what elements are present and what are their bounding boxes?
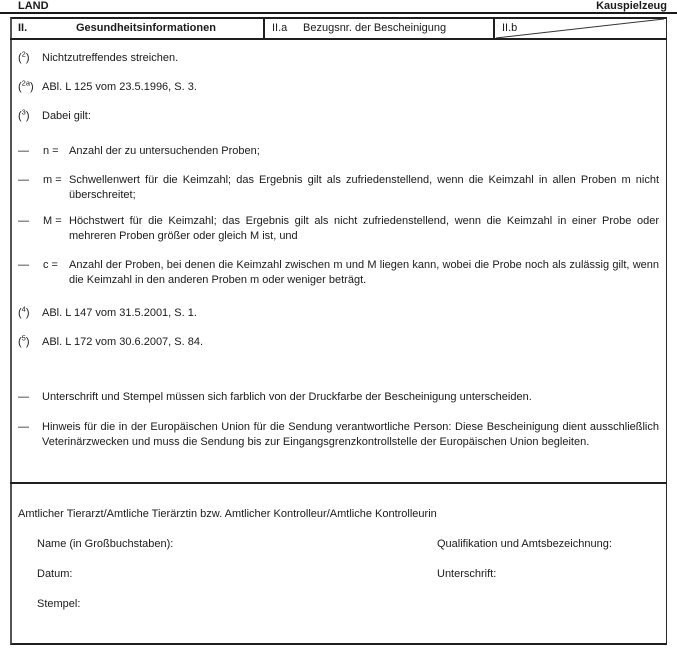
- definition-c-text: Anzahl der Proben, bei denen die Keimzahl zwischen m und M liegen kann, wobei die Probe noch als zulässig gilt, wenn die Keimzahl in den anderen Proben m oder weniger beträgt.: [69, 259, 659, 286]
- definition-m-var: m =: [43, 174, 62, 186]
- definition-M: [18, 214, 659, 244]
- field-iia-number: II.a: [272, 22, 288, 34]
- note-signature-color: [18, 390, 659, 405]
- footnote-4-marker: ($^4$): [18, 304, 30, 319]
- definition-M-var: M =: [43, 215, 62, 227]
- definition-n-text: Anzahl der zu untersuchenden Proben;: [69, 145, 260, 157]
- footnote-4: [18, 306, 659, 321]
- footnote-5-text: ABl. L 172 vom 30.6.2007, S. 84.: [42, 336, 204, 348]
- date-label: Datum:: [37, 568, 73, 580]
- header-column-divider-2: [493, 17, 495, 40]
- section-title: Gesundheitsinformationen: [76, 22, 216, 34]
- definition-n-var: n =: [43, 145, 59, 157]
- iib-strikethrough-diagonal: [496, 19, 664, 38]
- signature-label: Unterschrift:: [437, 568, 497, 580]
- dash-bullet: —: [18, 174, 29, 186]
- definition-n: [18, 144, 659, 159]
- footnote-2a: [18, 80, 659, 95]
- dash-bullet: —: [18, 215, 29, 227]
- top-rule: [0, 12, 677, 14]
- header-column-divider-1: [263, 17, 265, 40]
- footnote-3: [18, 109, 659, 124]
- dash-bullet: —: [18, 259, 29, 271]
- qualification-label: Qualifikation und Amtsbezeichnung:: [437, 538, 612, 550]
- footnote-3-marker: ($^3$): [18, 107, 30, 122]
- footnote-2-marker: ($^2$): [18, 49, 30, 64]
- footnote-2-text: Nichtzutreffendes streichen.: [42, 52, 179, 64]
- section-number: II.: [18, 22, 28, 34]
- note-responsible-person: [18, 420, 659, 450]
- stamp-label: Stempel:: [37, 598, 81, 610]
- footnote-2a-marker: ($^{2a}$): [18, 78, 34, 93]
- definition-m: [18, 173, 659, 203]
- dash-bullet: —: [18, 145, 29, 157]
- definition-m-text: Schwellenwert für die Keimzahl; das Ergebnis gilt als zufriedenstellend, wenn die Keimzahl in allen Proben m nicht überschreitet;: [69, 174, 659, 201]
- field-iia-label: Bezugsnr. der Bescheinigung: [303, 22, 447, 34]
- definition-c-var: c =: [43, 259, 58, 271]
- signature-section-title: Amtlicher Tierarzt/Amtliche Tierärztin bzw. Amtlicher Kontrolleur/Amtliche Kontrolleurin: [18, 508, 437, 520]
- header-row-bottom-border: [10, 38, 667, 40]
- footnote-3-text: Dabei gilt:: [42, 110, 91, 122]
- definition-c: [18, 258, 659, 288]
- country-label: LAND: [18, 0, 49, 12]
- signature-section-divider: [10, 482, 667, 484]
- footnote-4-text: ABl. L 147 vom 31.5.2001, S. 1.: [42, 307, 197, 319]
- field-iib-number: II.b: [502, 22, 518, 34]
- footnote-2a-text: ABl. L 125 vom 23.5.1996, S. 3.: [42, 81, 197, 93]
- note-responsible-person-text: Hinweis für die in der Europäischen Union für die Sendung verantwortliche Person: Diese Bescheinigung dient ausschließlich Veterinärzwecken und muss die Sendung bis zur Eingangsgrenzkontrollstelle der Europäischen Union begleiten.: [42, 421, 659, 448]
- product-title: Kauspielzeug: [596, 0, 667, 12]
- footnote-2: [18, 51, 659, 66]
- footnote-5-marker: ($^5$): [18, 333, 30, 348]
- footnote-5: [18, 335, 659, 350]
- name-label: Name (in Großbuchstaben):: [37, 538, 174, 550]
- dash-bullet: —: [18, 421, 29, 433]
- dash-bullet: —: [18, 391, 29, 403]
- definition-M-text: Höchstwert für die Keimzahl; das Ergebnis gilt als nicht zufriedenstellend, wenn die Keimzahl in einer Probe oder mehreren Proben größer oder gleich M ist, und: [69, 215, 659, 242]
- note-signature-color-text: Unterschrift und Stempel müssen sich farblich von der Druckfarbe der Bescheinigung unterscheiden.: [42, 391, 532, 403]
